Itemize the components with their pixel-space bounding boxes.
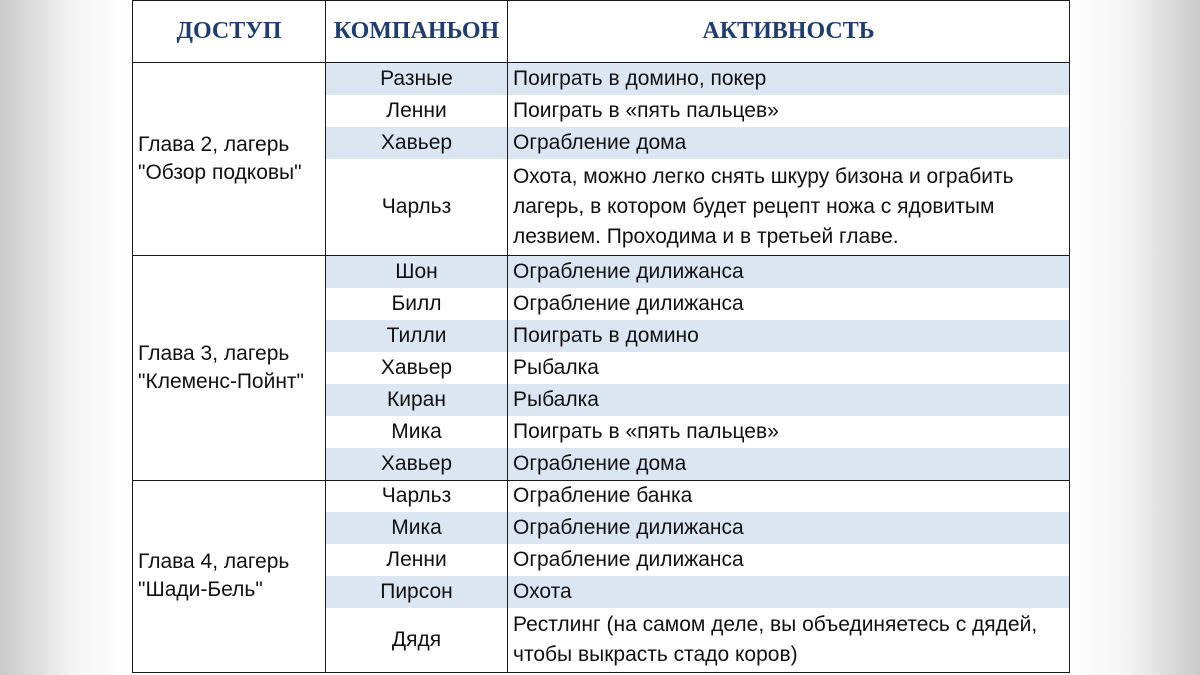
access-cell-chapter-2 bbox=[133, 63, 326, 256]
activity-cell: Ограбление дилижанса bbox=[508, 512, 1070, 544]
activity-cell: Ограбление дома bbox=[508, 127, 1070, 159]
companion-cell: Билл bbox=[326, 288, 508, 320]
companion-cell: Киран bbox=[326, 384, 508, 416]
activity-cell: Ограбление дилижанса bbox=[508, 256, 1070, 288]
activity-cell: Ограбление дома bbox=[508, 448, 1070, 480]
activity-cell: Охота bbox=[508, 576, 1070, 608]
access-line: "Шади-Бель" bbox=[138, 578, 263, 602]
access-line: "Клеменс-Пойнт" bbox=[138, 369, 305, 393]
access-cell-chapter-3 bbox=[133, 256, 326, 480]
activity-cell: Поиграть в домино, покер bbox=[508, 63, 1070, 95]
access-line: Глава 3, лагерь bbox=[138, 341, 290, 365]
companion-cell: Чарльз bbox=[326, 159, 508, 256]
companion-cell: Хавьер bbox=[326, 448, 508, 480]
access-cell-chapter-4 bbox=[133, 480, 326, 672]
companion-cell: Мика bbox=[326, 416, 508, 448]
header-activity: АКТИВНОСТЬ bbox=[508, 1, 1070, 63]
activity-cell: Охота, можно легко снять шкуру бизона и ограбить лагерь, в котором будет рецепт ножа с ядовитым лезвием. Проходима и в третьей главе. bbox=[508, 159, 1070, 256]
companion-cell: Чарльз bbox=[326, 480, 508, 512]
table-row bbox=[133, 480, 1070, 512]
header-access: ДОСТУП bbox=[133, 1, 326, 63]
activity-cell: Рыбалка bbox=[508, 384, 1070, 416]
companion-activities-table bbox=[132, 0, 1070, 673]
activity-cell: Рыбалка bbox=[508, 352, 1070, 384]
header-companion: КОМПАНЬОН bbox=[326, 1, 508, 63]
table-row bbox=[133, 256, 1070, 288]
access-line: Глава 4, лагерь bbox=[138, 550, 290, 574]
header-row bbox=[133, 1, 1070, 63]
access-line: Глава 2, лагерь bbox=[138, 133, 290, 157]
activity-cell: Поиграть в «пять пальцев» bbox=[508, 416, 1070, 448]
activity-cell: Ограбление дилижанса bbox=[508, 288, 1070, 320]
companion-cell: Шон bbox=[326, 256, 508, 288]
companion-cell: Мика bbox=[326, 512, 508, 544]
companion-cell: Ленни bbox=[326, 95, 508, 127]
activity-cell: Рестлинг (на самом деле, вы объединяетесь с дядей, чтобы выкрасть стадо коров) bbox=[508, 608, 1070, 672]
activity-cell: Ограбление банка bbox=[508, 480, 1070, 512]
activity-cell: Поиграть в домино bbox=[508, 320, 1070, 352]
activity-cell: Поиграть в «пять пальцев» bbox=[508, 95, 1070, 127]
companion-cell: Хавьер bbox=[326, 127, 508, 159]
companion-cell: Разные bbox=[326, 63, 508, 95]
companion-cell: Тилли bbox=[326, 320, 508, 352]
companion-cell: Дядя bbox=[326, 608, 508, 672]
activity-cell: Ограбление дилижанса bbox=[508, 544, 1070, 576]
companion-cell: Пирсон bbox=[326, 576, 508, 608]
table-row bbox=[133, 63, 1070, 95]
access-line: "Обзор подковы" bbox=[138, 161, 302, 185]
companion-activities-sheet bbox=[132, 0, 1069, 673]
companion-cell: Хавьер bbox=[326, 352, 508, 384]
companion-cell: Ленни bbox=[326, 544, 508, 576]
